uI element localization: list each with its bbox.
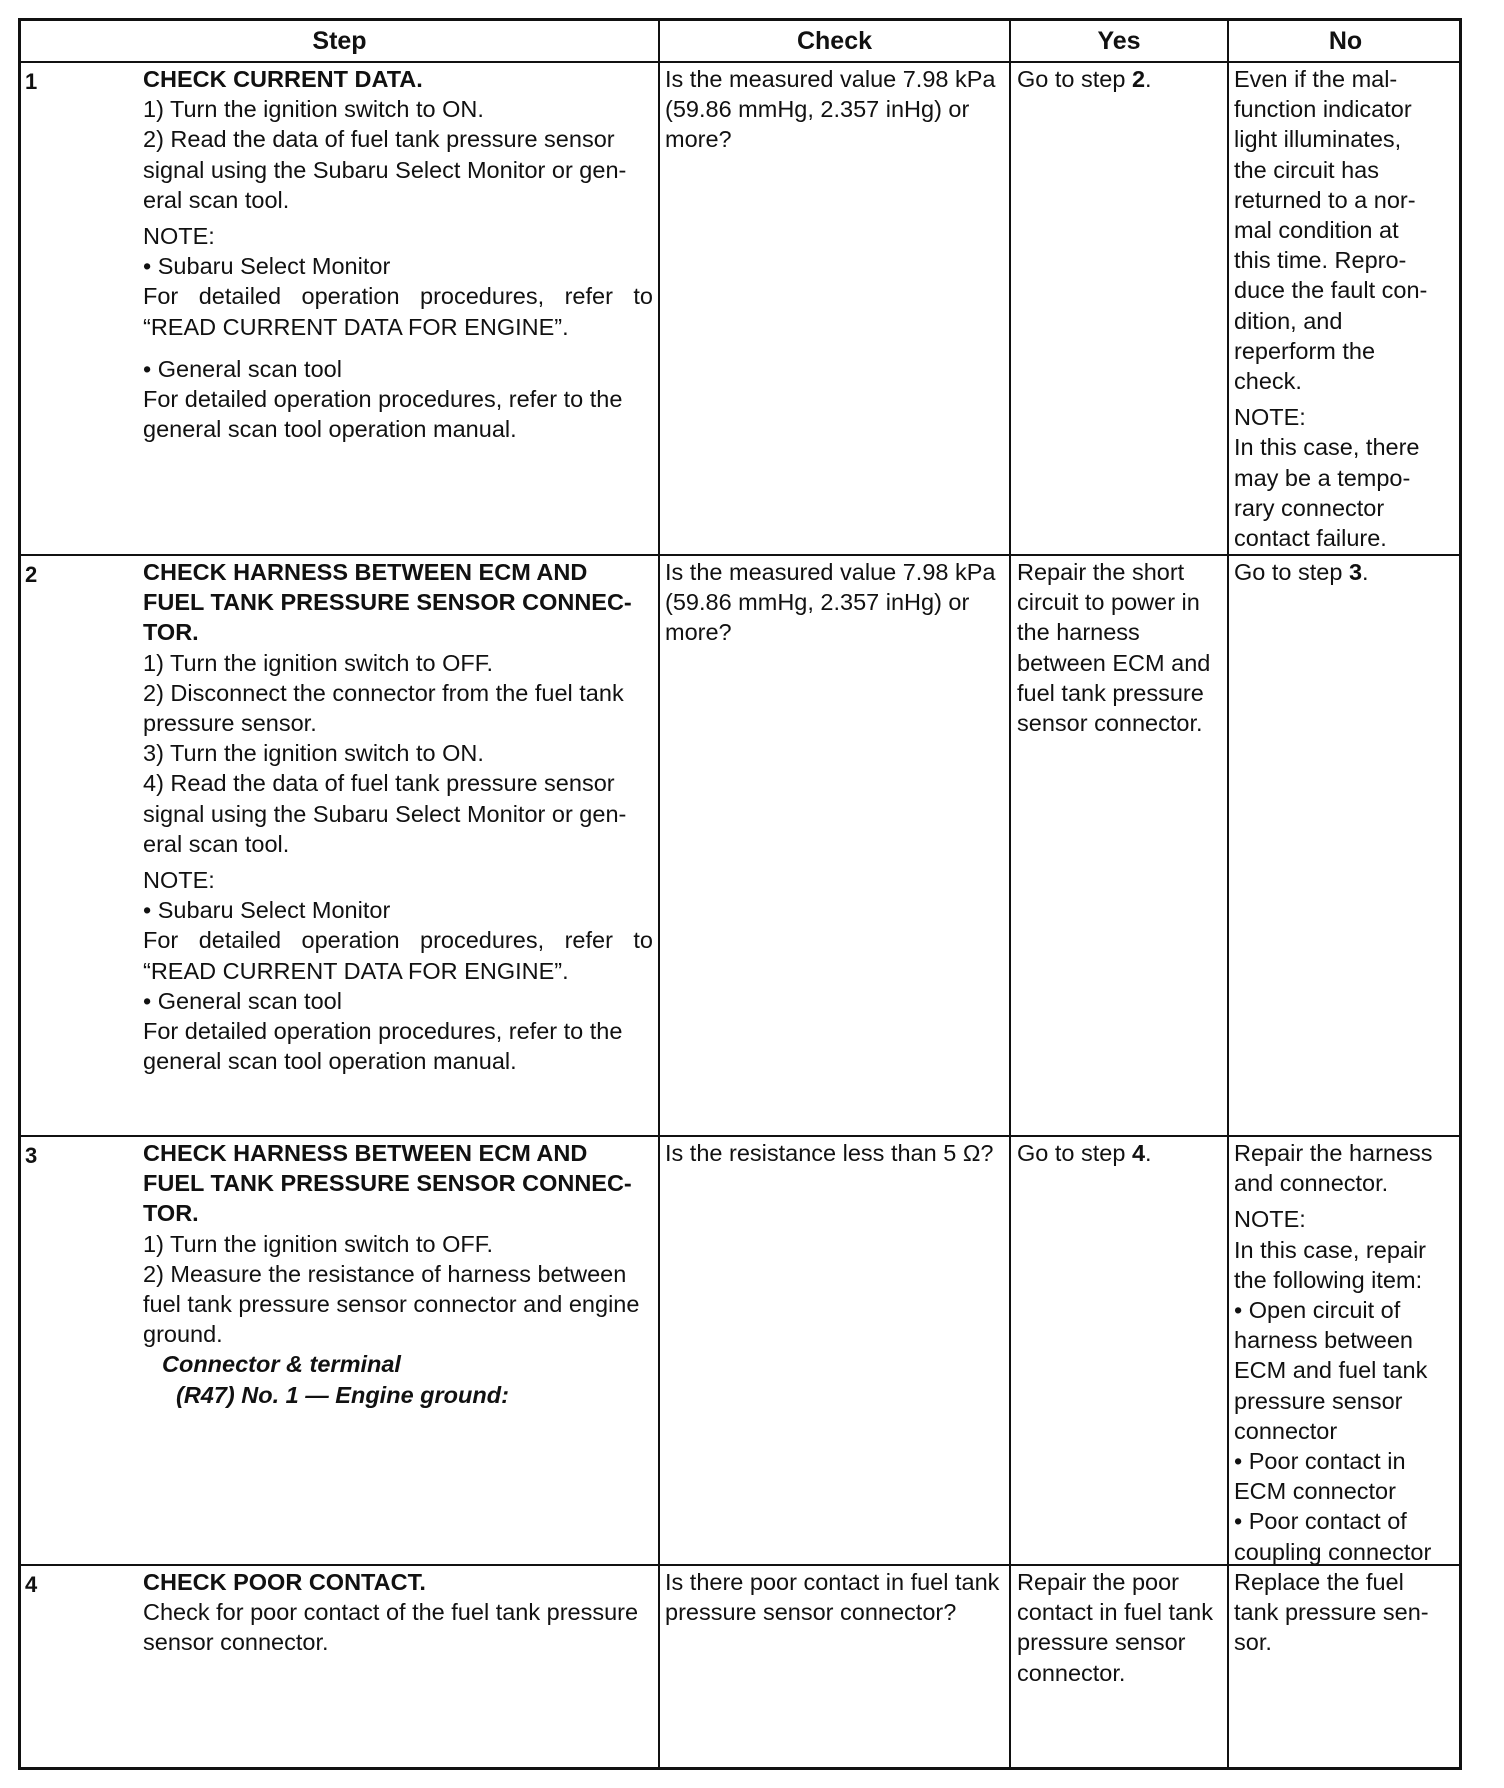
note-label: NOTE: xyxy=(143,867,215,894)
step-line: For detailed operation procedures, refer to xyxy=(143,927,653,954)
step-line: • Subaru Select Monitor xyxy=(143,253,391,280)
step-line: 1) Turn the ignition switch to ON. xyxy=(143,96,484,123)
step-line: 2) Read the data of fuel tank pressure sensor xyxy=(143,126,615,153)
no-line: dition, and xyxy=(1234,307,1343,334)
step-line: 4) Read the data of fuel tank pressure sensor xyxy=(143,770,615,797)
no-line: duce the fault con- xyxy=(1234,277,1428,304)
step-line: 1) Turn the ignition switch to OFF. xyxy=(143,649,494,676)
header-check: Check xyxy=(796,26,873,55)
no-line: • Poor contact in xyxy=(1234,1448,1406,1475)
step-line: sensor connector. xyxy=(143,1629,329,1656)
step-title: TOR. xyxy=(143,1200,199,1227)
no-line: In this case, there xyxy=(1234,434,1420,461)
note-label: NOTE: xyxy=(1234,1206,1306,1233)
step-line: 1) Turn the ignition switch to OFF. xyxy=(143,1230,494,1257)
no-line: mal condition at xyxy=(1234,217,1399,244)
yes-line: Repair the short xyxy=(1017,559,1185,585)
no-line: function indicator xyxy=(1234,96,1412,123)
step-line: eral scan tool. xyxy=(143,830,290,857)
check-line: (59.86 mmHg, 2.357 inHg) or xyxy=(665,96,970,123)
yes-line: connector. xyxy=(1017,1659,1126,1686)
check-line: Is the measured value 7.98 kPa xyxy=(665,66,996,92)
no-line: pressure sensor xyxy=(1234,1387,1403,1414)
check-line: Is the resistance less than 5 Ω? xyxy=(665,1140,994,1166)
note-label: NOTE: xyxy=(143,223,215,250)
step-3-content xyxy=(143,1138,653,1410)
yes-3 xyxy=(1017,1138,1225,1168)
step-line: For detailed operation procedures, refer to xyxy=(143,283,653,310)
step-line: “READ CURRENT DATA FOR ENGINE”. xyxy=(143,313,569,340)
yes-line: fuel tank pressure xyxy=(1017,679,1204,706)
step-title: TOR. xyxy=(143,619,199,646)
no-line: ECM and fuel tank xyxy=(1234,1357,1428,1384)
step-number: 4 xyxy=(25,1572,38,1597)
step-number: 3 xyxy=(25,1143,38,1168)
no-line: sor. xyxy=(1234,1629,1272,1656)
no-line: ECM connector xyxy=(1234,1478,1396,1505)
check-line: Is there poor contact in fuel tank xyxy=(665,1569,1000,1595)
check-line: (59.86 mmHg, 2.357 inHg) or xyxy=(665,589,970,616)
step-line: • General scan tool xyxy=(143,987,342,1014)
yes-2 xyxy=(1017,557,1225,738)
header-yes: Yes xyxy=(1097,26,1141,55)
row-divider xyxy=(21,554,1459,556)
no-2 xyxy=(1234,557,1464,587)
row-divider xyxy=(21,1135,1459,1137)
step-line: pressure sensor. xyxy=(143,710,317,737)
no-line: may be a tempo- xyxy=(1234,464,1411,491)
check-line: pressure sensor connector? xyxy=(665,1599,957,1626)
goto-step-number: 3 xyxy=(1348,559,1363,585)
check-line: Is the measured value 7.98 kPa xyxy=(665,559,996,585)
step-title: FUEL TANK PRESSURE SENSOR CONNEC- xyxy=(143,589,632,616)
yes-line: Repair the poor xyxy=(1017,1569,1179,1595)
no-line: • Poor contact of xyxy=(1234,1508,1407,1535)
check-line: more? xyxy=(665,619,732,646)
no-line: Even if the mal- xyxy=(1234,66,1398,92)
check-line: more? xyxy=(665,126,732,153)
yes-line: pressure sensor xyxy=(1017,1629,1186,1656)
step-title: CHECK POOR CONTACT. xyxy=(143,1569,426,1595)
step-line: general scan tool operation manual. xyxy=(143,416,517,443)
step-line: • Subaru Select Monitor xyxy=(143,897,391,924)
goto-suffix: . xyxy=(1145,66,1152,92)
column-divider xyxy=(1227,21,1229,1767)
step-line: 3) Turn the ignition switch to ON. xyxy=(143,740,484,767)
yes-line: sensor connector. xyxy=(1017,710,1203,737)
step-line: eral scan tool. xyxy=(143,186,290,213)
no-1 xyxy=(1234,64,1464,553)
step-title: CHECK HARNESS BETWEEN ECM AND xyxy=(143,559,588,585)
step-line: general scan tool operation manual. xyxy=(143,1048,517,1075)
check-3 xyxy=(665,1138,1010,1168)
no-line: Repair the harness xyxy=(1234,1140,1433,1166)
yes-line: circuit to power in xyxy=(1017,589,1200,616)
goto-step-number: 2 xyxy=(1131,66,1146,92)
no-line: the circuit has xyxy=(1234,156,1379,183)
step-line: signal using the Subaru Select Monitor or gen- xyxy=(143,800,627,827)
step-line: “READ CURRENT DATA FOR ENGINE”. xyxy=(143,957,569,984)
no-line: rary connector xyxy=(1234,494,1385,521)
row-divider xyxy=(21,61,1459,63)
goto-suffix: . xyxy=(1362,559,1369,585)
connector-spec-label: Connector & terminal xyxy=(162,1351,401,1378)
step-2-content xyxy=(143,557,653,1076)
no-line: returned to a nor- xyxy=(1234,186,1416,213)
step-1-content xyxy=(143,64,653,444)
step-line: Check for poor contact of the fuel tank pressure xyxy=(143,1599,639,1626)
step-title: CHECK HARNESS BETWEEN ECM AND xyxy=(143,1140,588,1166)
step-4-content xyxy=(143,1567,653,1658)
no-line: coupling connector xyxy=(1234,1538,1432,1565)
connector-spec-value: (R47) No. 1 — Engine ground: xyxy=(176,1381,509,1408)
goto-text: Go to step xyxy=(1234,559,1349,585)
step-number: 1 xyxy=(25,69,38,94)
goto-step-number: 4 xyxy=(1131,1140,1146,1166)
step-line: For detailed operation procedures, refer to the xyxy=(143,1018,623,1045)
no-line: check. xyxy=(1234,368,1302,395)
column-divider xyxy=(1009,21,1011,1767)
check-2 xyxy=(665,557,1010,648)
check-1 xyxy=(665,64,1010,155)
no-4 xyxy=(1234,1567,1464,1658)
step-title: FUEL TANK PRESSURE SENSOR CONNEC- xyxy=(143,1170,632,1197)
note-label: NOTE: xyxy=(1234,404,1306,431)
step-line: 2) Measure the resistance of harness between xyxy=(143,1260,627,1287)
diagnostic-table xyxy=(18,18,1462,1770)
step-line: ground. xyxy=(143,1321,223,1348)
goto-text: Go to step xyxy=(1017,1140,1132,1166)
no-line: connector xyxy=(1234,1417,1338,1444)
yes-1 xyxy=(1017,64,1225,94)
step-line: signal using the Subaru Select Monitor or gen- xyxy=(143,156,627,183)
yes-4 xyxy=(1017,1567,1225,1688)
no-line: In this case, repair xyxy=(1234,1236,1427,1263)
check-4 xyxy=(665,1567,1010,1627)
no-line: this time. Repro- xyxy=(1234,247,1407,274)
column-divider xyxy=(658,21,660,1767)
step-line: fuel tank pressure sensor connector and engine xyxy=(143,1291,640,1318)
no-line: Replace the fuel xyxy=(1234,1569,1404,1595)
no-3 xyxy=(1234,1138,1464,1567)
no-line: • Open circuit of xyxy=(1234,1297,1401,1324)
goto-text: Go to step xyxy=(1017,66,1132,92)
no-line: tank pressure sen- xyxy=(1234,1599,1429,1626)
no-line: harness between xyxy=(1234,1327,1413,1354)
no-line: reperform the xyxy=(1234,337,1376,364)
no-line: the following item: xyxy=(1234,1266,1423,1293)
yes-line: the harness xyxy=(1017,619,1140,646)
step-line: 2) Disconnect the connector from the fuel tank xyxy=(143,679,624,706)
no-line: and connector. xyxy=(1234,1170,1389,1197)
step-line: • General scan tool xyxy=(143,355,342,382)
step-number: 2 xyxy=(25,562,38,587)
goto-suffix: . xyxy=(1145,1140,1152,1166)
header-step: Step xyxy=(312,26,367,55)
step-title: CHECK CURRENT DATA. xyxy=(143,66,423,92)
yes-line: contact in fuel tank xyxy=(1017,1599,1213,1626)
yes-line: between ECM and xyxy=(1017,649,1211,676)
no-line: contact failure. xyxy=(1234,525,1387,552)
no-line: light illuminates, xyxy=(1234,126,1402,153)
step-line: For detailed operation procedures, refer to the xyxy=(143,386,623,413)
header-no: No xyxy=(1328,26,1363,55)
